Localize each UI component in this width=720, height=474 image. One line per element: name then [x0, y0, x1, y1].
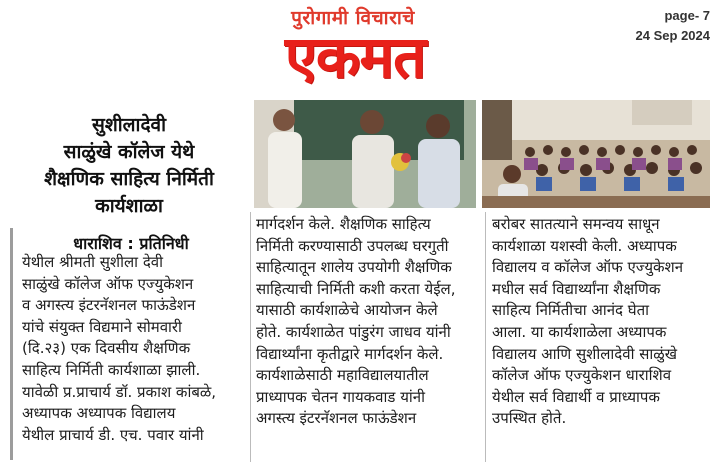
article-column-1: [22, 252, 244, 446]
article-line: प्राध्यापक चेतन गायकवाड यांनी: [256, 387, 425, 406]
article-line: निर्मिती करण्यासाठी उपलब्ध घरगुती: [256, 236, 449, 255]
headline-line: साळुंखे कॉलेज येथे: [63, 141, 195, 163]
article-line: कार्यशाळेसाठी महाविद्यालयातील: [256, 366, 429, 385]
article-line: मधील सर्व विद्यार्थ्यांना शैक्षणिक: [492, 279, 661, 298]
article-line: येथील श्रीमती सुशीला देवी: [22, 253, 164, 271]
article-line: येथील प्राचार्य डी. एच. पवार यांनी: [22, 425, 204, 444]
article-line: येथील सर्व विद्यार्थी व प्राध्यापक: [492, 387, 660, 406]
article-line: बरोबर सातत्याने समन्वय साधून: [492, 215, 660, 233]
article-line: अध्यापक अध्यापक विद्यालय: [22, 404, 176, 423]
photo-classroom-image: [482, 100, 710, 208]
article-line: साहित्य निर्मिती कार्यशाळा झाली.: [22, 360, 201, 379]
page-date: 24 Sep 2024: [635, 28, 710, 43]
article-line: (दि.२३) एक दिवसीय शैक्षणिक: [22, 339, 191, 358]
article-line: कार्यशाळा यशस्वी केली. अध्यापक: [492, 236, 677, 255]
article-line: होते. कार्यशाळेत पांडुरंग जाधव यांनी: [256, 322, 451, 341]
article-line: साहित्यातून शालेय उपयोगी शैक्षणिक: [256, 258, 452, 277]
article-line: यासाठी कार्यशाळेचे आयोजन केले: [256, 301, 438, 320]
article-line: साहित्याची निर्मिती कशी करता येईल,: [256, 279, 456, 298]
article-line: आला. या कार्यशाळेला अध्यापक: [492, 322, 667, 341]
photo-classroom: [482, 100, 710, 208]
headline-line: कार्यशाळा: [95, 195, 163, 217]
article-line: विद्यालय व कॉलेज ऑफ एज्युकेशन: [492, 258, 684, 277]
photo-bouquet-image: [254, 100, 476, 208]
article-line: साहित्य निर्मितीचा आनंद घेता: [492, 301, 650, 320]
article-line: व अगस्त्य इंटरनॅशनल फाऊंडेशन: [22, 296, 196, 315]
headline-line: शैक्षणिक साहित्य निर्मिती: [44, 168, 214, 190]
article-left-rule: [10, 228, 13, 460]
article-line: विद्यालय आणि सुशीलादेवी साळुंखे: [492, 344, 677, 363]
article-line: यांचे संयुक्त विद्यमाने सोमवारी: [22, 317, 182, 336]
column-rule: [250, 212, 251, 462]
headline: [14, 112, 244, 220]
article-column-3: [492, 214, 710, 430]
article-column-2: [256, 214, 477, 430]
masthead-title: एकमत: [284, 23, 426, 91]
column-rule: [485, 212, 486, 462]
article-line: विद्यार्थ्यांना कृतीद्वारे मार्गदर्शन केले.: [256, 344, 444, 363]
article-line: कॉलेज ऑफ एज्युकेशन धाराशिव: [492, 366, 672, 385]
article-line: साळुंखे कॉलेज ऑफ एज्युकेशन: [22, 274, 194, 293]
article-line: मार्गदर्शन केले. शैक्षणिक साहित्य: [256, 215, 431, 233]
dateline: धाराशिव : प्रतिनिधी: [73, 234, 189, 253]
page-number: page- 7: [664, 8, 710, 23]
masthead-tagline: पुरोगामी विचाराचे: [291, 7, 415, 29]
headline-line: सुशीलादेवी: [91, 114, 167, 136]
photo-bouquet: [254, 100, 476, 208]
article-line: अगस्त्य इंटरनॅशनल फाऊंडेशन: [256, 409, 417, 428]
article-line: उपस्थित होते.: [492, 409, 567, 428]
article-line: यावेळी प्र.प्राचार्य डॉ. प्रकाश कांबळे,: [22, 382, 217, 401]
